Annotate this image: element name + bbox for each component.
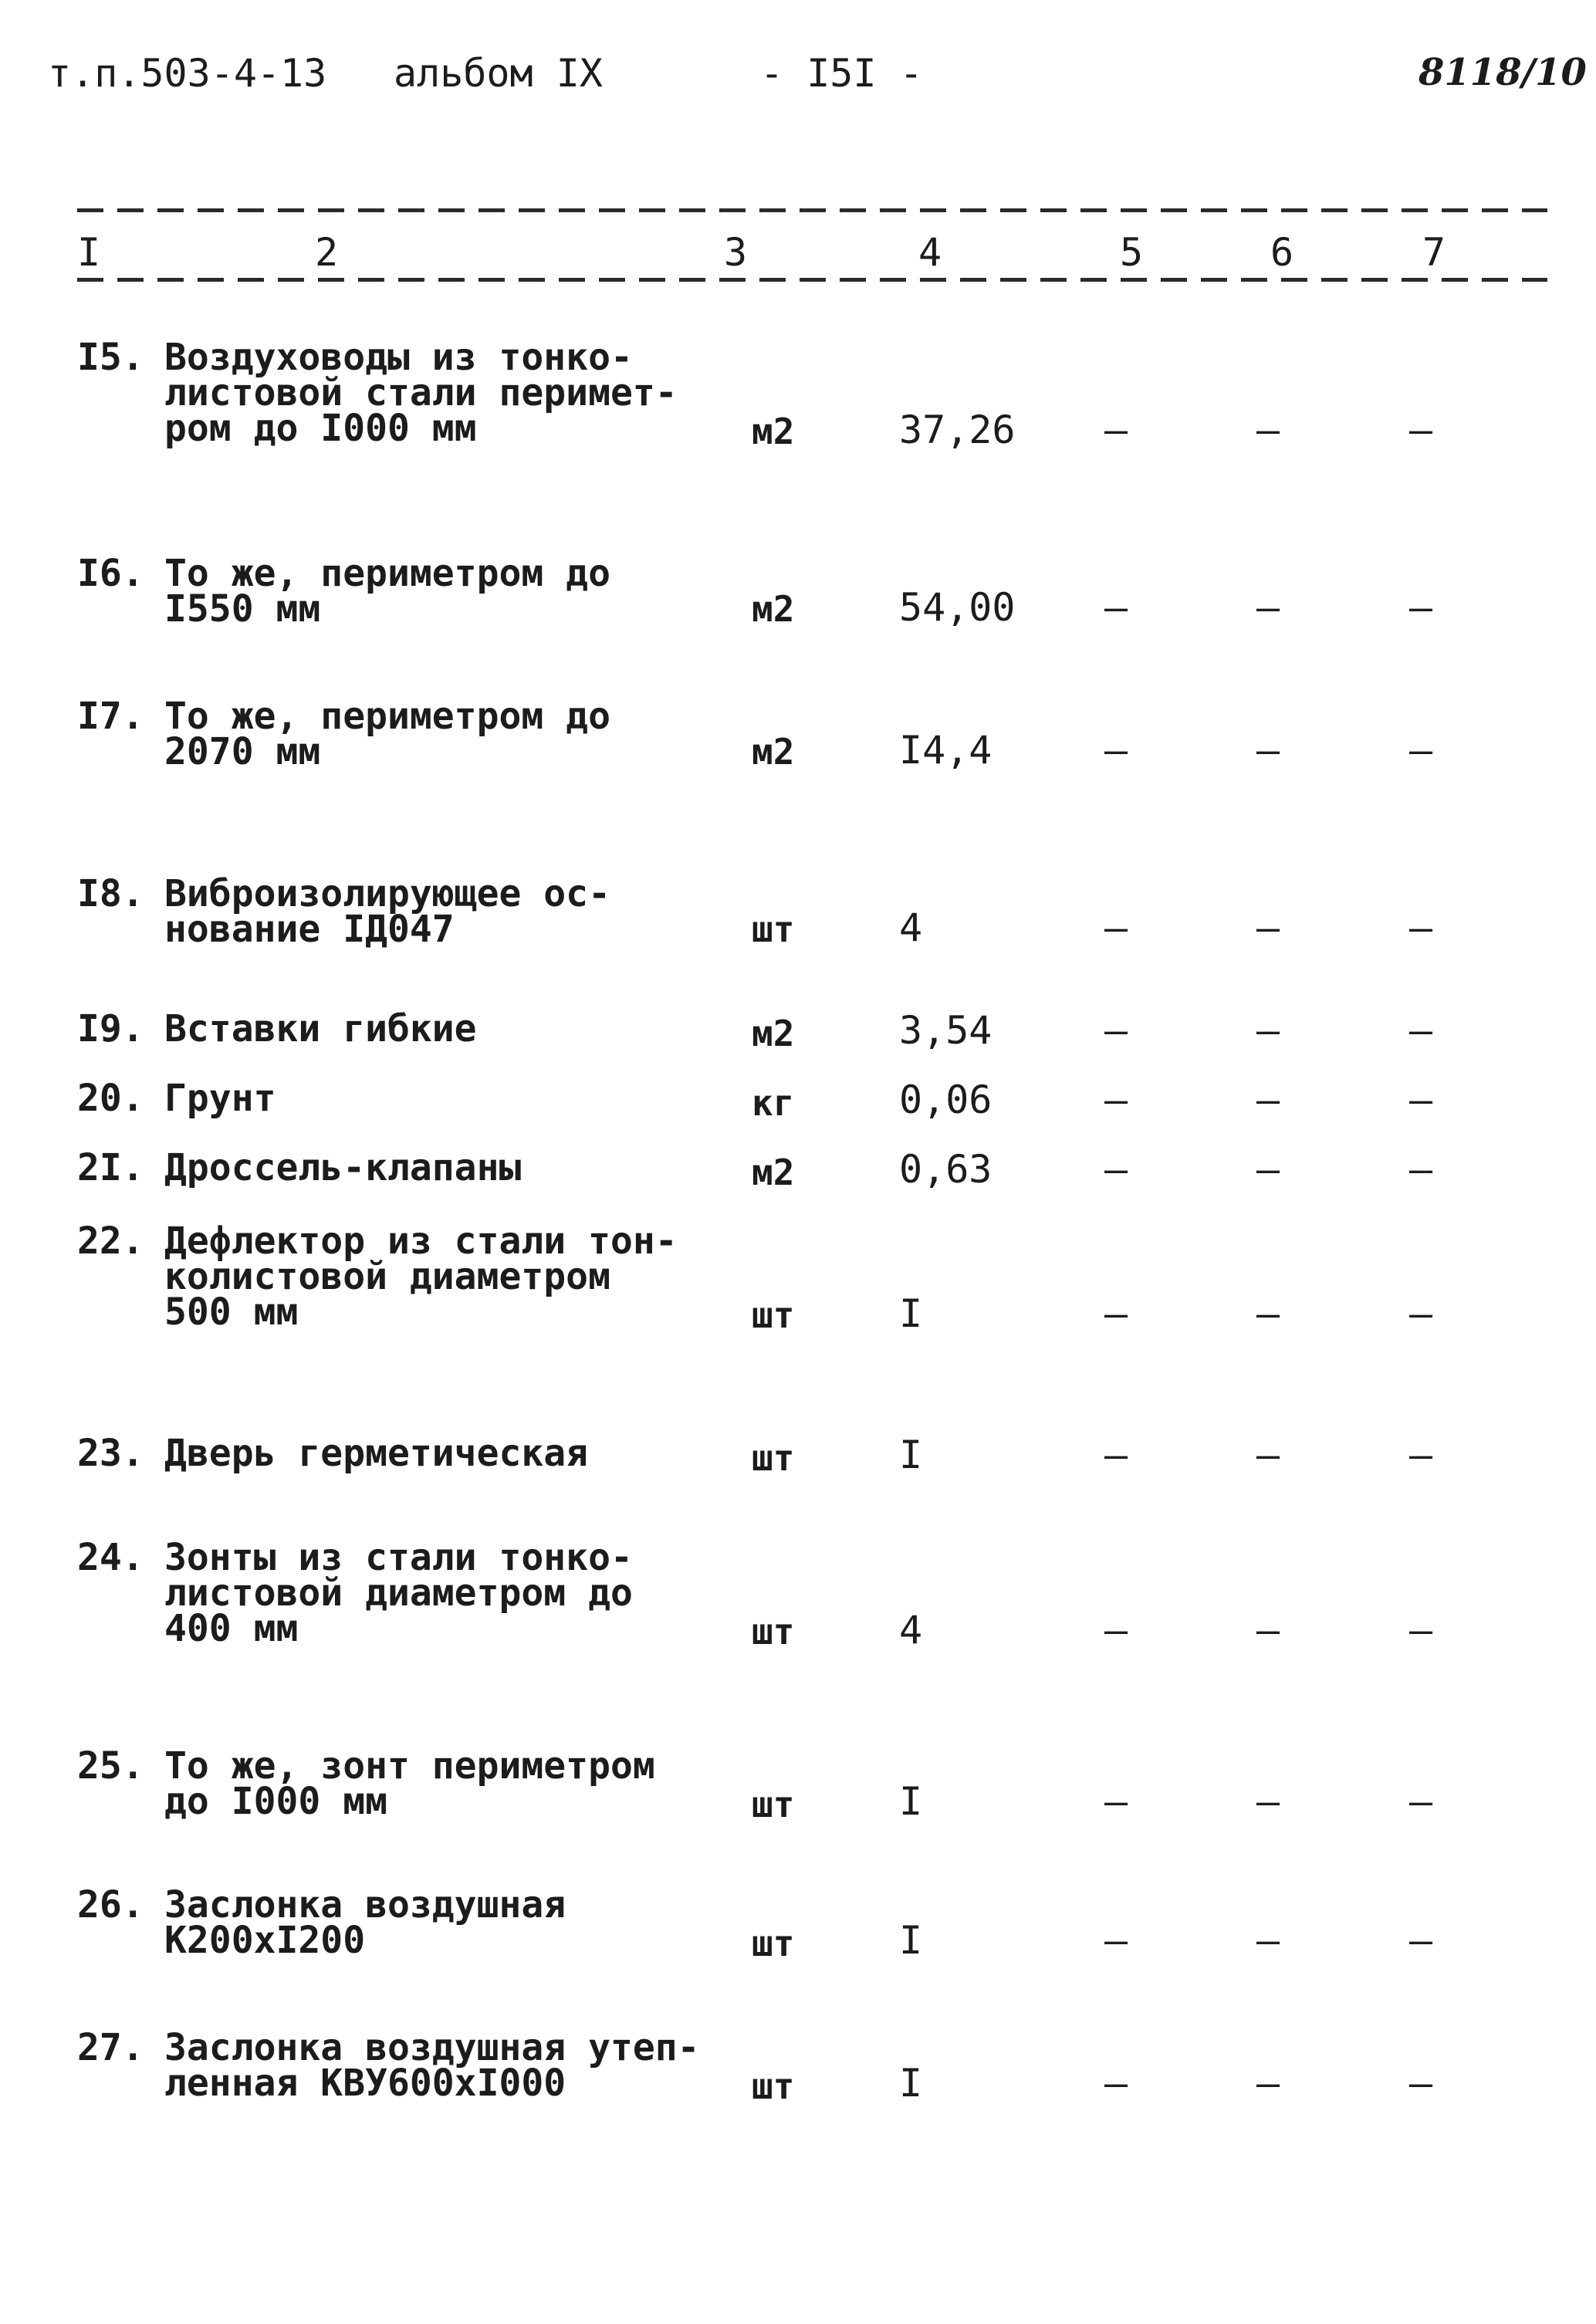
item-name: Заслонка воздушная К200хI200: [164, 1883, 566, 1962]
column-7-value: –: [1409, 408, 1433, 452]
item-quantity: I: [899, 1779, 923, 1824]
column-7-value: –: [1409, 1779, 1433, 1824]
column-6-value: –: [1256, 1291, 1280, 1336]
column-5-value: –: [1104, 1147, 1128, 1192]
column-5-value: –: [1104, 1291, 1128, 1336]
column-5-value: –: [1104, 1433, 1128, 1477]
item-name: То же, периметром до 2070 мм: [164, 695, 610, 773]
column-5-value: –: [1104, 2061, 1128, 2106]
column-7-value: –: [1409, 1077, 1433, 1122]
item-quantity: 0,63: [899, 1147, 992, 1192]
item-unit: м2: [752, 731, 795, 773]
column-7-value: –: [1409, 1008, 1433, 1053]
item-name: Грунт: [164, 1077, 276, 1120]
column-5-value: –: [1104, 1077, 1128, 1122]
column-6-value: –: [1256, 2061, 1280, 2106]
item-unit: шт: [752, 908, 795, 950]
item-unit: м2: [752, 588, 795, 630]
item-quantity: 3,54: [899, 1008, 992, 1053]
item-name: Дефлектор из стали тон- колистовой диаметром 500 мм: [164, 1220, 678, 1334]
column-5-value: –: [1104, 1008, 1128, 1053]
item-number: I5.: [77, 336, 144, 379]
column-7-value: –: [1409, 1608, 1433, 1653]
column-7-value: –: [1409, 1147, 1433, 1192]
column-header-3: 3: [724, 230, 748, 275]
item-unit: шт: [752, 1784, 795, 1825]
column-6-value: –: [1256, 408, 1280, 452]
item-unit: шт: [752, 1437, 795, 1479]
item-name: Заслонка воздушная утеп- ленная КВУ600хI000: [164, 2026, 700, 2105]
item-number: 20.: [77, 1077, 144, 1120]
column-header-1: I: [77, 230, 101, 275]
album-label: альбом IX: [394, 51, 603, 96]
item-unit: м2: [752, 1152, 795, 1193]
column-6-value: –: [1256, 905, 1280, 950]
table-top-rule: [77, 208, 1547, 212]
item-quantity: I: [899, 1291, 923, 1336]
item-number: 23.: [77, 1432, 144, 1475]
item-quantity: 37,26: [899, 408, 1016, 452]
column-5-value: –: [1104, 905, 1128, 950]
item-unit: шт: [752, 1611, 795, 1653]
column-header-7: 7: [1422, 230, 1446, 275]
column-6-value: –: [1256, 1779, 1280, 1824]
page-number: - I5I -: [760, 51, 923, 96]
item-unit: шт: [752, 2065, 795, 2107]
column-5-value: –: [1104, 1779, 1128, 1824]
item-name: Зонты из стали тонко- листовой диаметром до 400 мм: [164, 1536, 633, 1650]
item-name: Виброизолирующее ос- нование IД047: [164, 872, 610, 951]
column-7-value: –: [1409, 2061, 1433, 2106]
item-number: 25.: [77, 1744, 144, 1788]
item-unit: м2: [752, 1013, 795, 1054]
item-number: 27.: [77, 2026, 144, 2069]
column-5-value: –: [1104, 1608, 1128, 1653]
column-6-value: –: [1256, 1008, 1280, 1053]
column-7-value: –: [1409, 905, 1433, 950]
column-5-value: –: [1104, 585, 1128, 630]
item-quantity: 54,00: [899, 585, 1016, 630]
item-unit: шт: [752, 1923, 795, 1964]
column-7-value: –: [1409, 1291, 1433, 1336]
column-7-value: –: [1409, 728, 1433, 773]
item-number: I8.: [77, 872, 144, 915]
item-name: Дверь герметическая: [164, 1432, 589, 1475]
column-header-4: 4: [918, 230, 942, 275]
column-header-5: 5: [1120, 230, 1144, 275]
column-6-value: –: [1256, 1433, 1280, 1477]
column-5-value: –: [1104, 728, 1128, 773]
column-header-2: 2: [315, 230, 339, 275]
column-6-value: –: [1256, 1608, 1280, 1653]
column-6-value: –: [1256, 1077, 1280, 1122]
item-name: Дроссель-клапаны: [164, 1146, 522, 1189]
inventory-number: 8118/10: [1418, 51, 1587, 94]
item-number: I6.: [77, 552, 144, 595]
column-6-value: –: [1256, 1918, 1280, 1963]
item-unit: шт: [752, 1294, 795, 1336]
item-number: I9.: [77, 1007, 144, 1050]
table-header-rule: [77, 278, 1547, 282]
item-name: То же, периметром до I550 мм: [164, 552, 610, 631]
document-code: т.п.503-4-13: [48, 51, 327, 96]
item-name: То же, зонт периметром до I000 мм: [164, 1744, 655, 1823]
item-quantity: 4: [899, 905, 923, 950]
item-quantity: I: [899, 1433, 923, 1477]
item-name: Вставки гибкие: [164, 1007, 477, 1050]
item-name: Воздуховоды из тонко- листовой стали перимет- ром до I000 мм: [164, 336, 678, 450]
item-quantity: I: [899, 1918, 923, 1963]
item-number: 22.: [77, 1220, 144, 1263]
item-quantity: 4: [899, 1608, 923, 1653]
item-quantity: I4,4: [899, 728, 992, 773]
item-unit: кг: [752, 1082, 795, 1124]
item-number: 2I.: [77, 1146, 144, 1189]
column-6-value: –: [1256, 728, 1280, 773]
item-quantity: I: [899, 2061, 923, 2106]
column-7-value: –: [1409, 1918, 1433, 1963]
item-unit: м2: [752, 411, 795, 452]
item-number: 24.: [77, 1536, 144, 1579]
item-number: I7.: [77, 695, 144, 738]
column-7-value: –: [1409, 585, 1433, 630]
item-number: 26.: [77, 1883, 144, 1927]
column-5-value: –: [1104, 1918, 1128, 1963]
column-7-value: –: [1409, 1433, 1433, 1477]
column-5-value: –: [1104, 408, 1128, 452]
column-header-6: 6: [1270, 230, 1294, 275]
column-6-value: –: [1256, 585, 1280, 630]
column-6-value: –: [1256, 1147, 1280, 1192]
item-quantity: 0,06: [899, 1077, 992, 1122]
